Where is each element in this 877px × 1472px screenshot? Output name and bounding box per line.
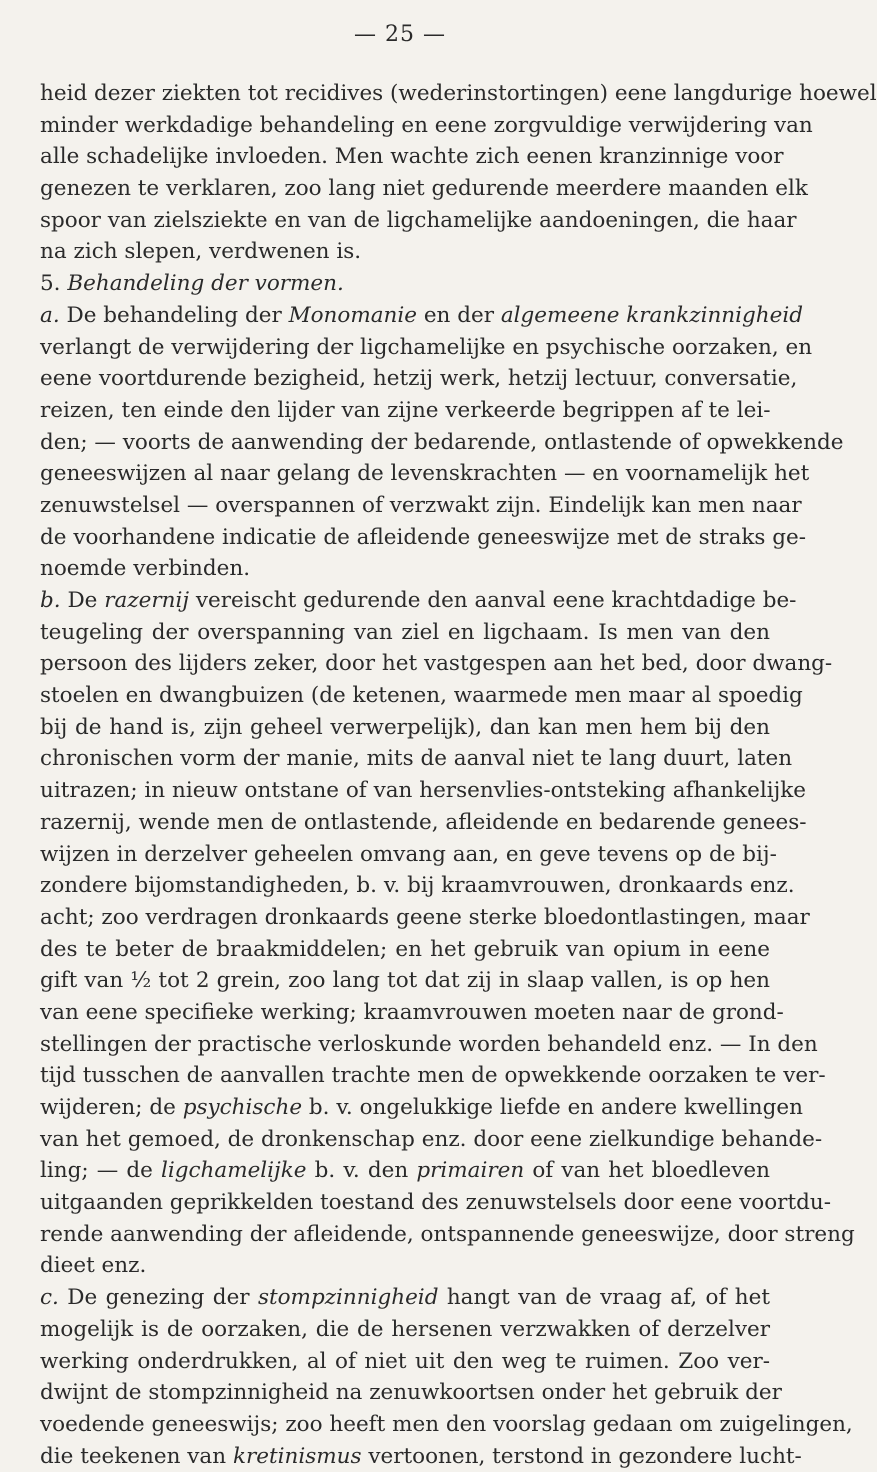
text-segment: uitgaanden geprikkelden toestand des zenuwstelsels door eene voortdu- (40, 1190, 831, 1216)
text-line (40, 458, 810, 490)
italic-text: razernij (104, 588, 190, 613)
text-segment: van het gemoed, de dronkenschap enz. door eene zielkundige behande- (40, 1126, 823, 1152)
text-segment: de voorhandene indicatie de afleidende geneeswijze met de straks ge- (40, 524, 807, 550)
text-line (40, 1092, 803, 1124)
text-line (40, 553, 770, 585)
text-line (40, 522, 807, 554)
text-segment: zondere bijomstandigheden, b. v. bij kraamvrouwen, dronkaards enz. (40, 873, 795, 899)
text-segment: acht; zoo verdragen dronkaards geene sterke bloedontlastingen, maar (40, 904, 810, 930)
italic-text: b. (40, 588, 61, 613)
text-segment: gift van ½ tot 2 grein, zoo lang tot dat zij in slaap vallen, is op hen (40, 968, 770, 994)
text-line (40, 807, 807, 839)
text-line (40, 680, 803, 712)
text-line (40, 1282, 770, 1314)
text-line (40, 1060, 826, 1092)
text-line (40, 1124, 823, 1156)
text-segment: zenuwstelsel — overspannen of verzwakt zijn. Eindelijk kan men naar (40, 492, 802, 518)
text-segment: mogelijk is de oorzaken, die de hersenen verzwakken of derzelver (40, 1316, 770, 1342)
text-segment: b. v. den (306, 1158, 417, 1184)
text-segment: stellingen der practische verloskunde worden behandeld enz. — In den (40, 1031, 818, 1057)
text-line (40, 743, 793, 775)
text-segment: den; — voorts de aanwending der bedarende, ontlastende of opwekkende (40, 429, 844, 455)
text-segment: werking onderdrukken, al of niet uit den weg te ruimen. Zoo ver- (40, 1348, 770, 1374)
italic-text: primairen (416, 1158, 525, 1184)
text-segment: uitrazen; in nieuw ontstane of van hersenvlies-ontsteking afhankelijke (40, 778, 806, 804)
text-line (40, 300, 803, 332)
text-segment: genezen te verklaren, zoo lang niet gedurende meerdere maanden elk (40, 176, 808, 202)
text-segment: stoelen en dwangbuizen (de ketenen, waarmede men maar al spoedig (40, 683, 803, 709)
italic-text: stompzinnigheid (257, 1285, 439, 1311)
text-segment: geneeswijzen al naar gelang de levenskrachten — en voornamelijk het (40, 461, 810, 487)
text-segment: die teekenen van (40, 1443, 233, 1469)
text-line (40, 363, 798, 395)
text-segment: rende aanwending der afleidende, ontspannende geneeswijze, door streng (40, 1221, 855, 1247)
text-segment: 5. (40, 271, 68, 297)
text-segment: tijd tusschen de aanvallen trachte men de opwekkende oorzaken te ver- (40, 1063, 826, 1089)
text-segment: vertoonen, terstond in gezondere lucht- (361, 1443, 802, 1469)
text-line (40, 173, 808, 205)
text-line (40, 902, 810, 934)
text-segment: alle schadelijke invloeden. Men wachte zich eenen kranzinnige voor (40, 144, 784, 170)
text-segment: eene voortdurende bezigheid, hetzij werk, hetzij lectuur, conversatie, (40, 366, 798, 392)
text-line (40, 395, 770, 427)
text-line (40, 870, 795, 902)
text-line (40, 1219, 855, 1251)
text-line (40, 1155, 770, 1187)
text-segment: heid dezer ziekten tot recidives (wederinstortingen) eene langdurige hoewel (40, 81, 877, 106)
text-line (40, 268, 770, 300)
text-line (40, 1409, 853, 1441)
text-line (40, 997, 784, 1029)
text-segment: De (60, 588, 105, 613)
text-segment: De behandeling der (59, 302, 289, 328)
text-line (40, 1029, 818, 1061)
text-segment: en der (416, 302, 501, 328)
text-line (40, 712, 770, 744)
text-line (40, 839, 777, 871)
text-segment: noemde verbinden. (40, 556, 251, 582)
text-line (40, 617, 770, 649)
italic-text: c. (40, 1285, 59, 1311)
text-line (40, 1441, 802, 1472)
text-segment: wijderen; de (40, 1095, 183, 1120)
text-segment: persoon des lijders zeker, door het vastgespen aan het bed, door dwang- (40, 651, 833, 677)
text-line (40, 934, 770, 966)
text-segment: dwijnt de stompzinnigheid na zenuwkoortsen onder het gebruik der (40, 1380, 782, 1406)
italic-text: psychische (182, 1095, 303, 1120)
text-segment: voedende geneeswijs; zoo heeft men den voorslag gedaan om zuigelingen, (40, 1411, 853, 1437)
text-segment: of van het bloedleven (524, 1158, 770, 1184)
text-segment: na zich slepen, verdwenen is. (40, 239, 362, 265)
text-line (40, 648, 833, 680)
italic-text: kretinismus (232, 1443, 362, 1469)
text-line (40, 1250, 770, 1282)
text-line (40, 110, 813, 142)
text-segment: hangt van de vraag af, of het (438, 1285, 770, 1311)
text-segment: teugeling der overspanning van ziel en ligchaam. Is men van den (40, 619, 770, 645)
text-segment: dieet enz. (40, 1253, 147, 1279)
text-line (40, 205, 797, 237)
text-segment: razernij, wende men de ontlastende, afleidende en bedarende genees- (40, 809, 807, 835)
text-segment: van eene specifieke werking; kraamvrouwen moeten naar de grond- (40, 999, 784, 1025)
page-number: — 25 — (354, 22, 446, 47)
text-line (40, 585, 797, 617)
italic-text: Monomanie (288, 302, 417, 328)
text-segment: reizen, ten einde den lijder van zijne verkeerde begrippen af te lei- (40, 397, 771, 423)
text-segment: verlangt de verwijdering der ligchamelijke en psychische oorzaken, en (40, 334, 813, 360)
text-line (40, 1346, 770, 1378)
text-segment: wijzen in derzelver geheelen omvang aan, en geve tevens op de bij- (40, 841, 777, 867)
body-text (40, 78, 877, 1472)
text-segment: De genezing der (58, 1285, 258, 1311)
text-line (40, 1314, 770, 1346)
text-line (40, 775, 806, 807)
text-line (40, 1377, 782, 1409)
text-line (40, 236, 770, 268)
text-segment: ling; — de (40, 1158, 161, 1184)
italic-text: Behandeling der vormen. (67, 271, 344, 297)
text-segment: minder werkdadige behandeling en eene zorgvuldige verwijdering van (40, 112, 813, 138)
text-segment: bij de hand is, zijn geheel verwerpelijk), dan kan men hem bij den (40, 714, 770, 740)
text-line (40, 141, 784, 173)
italic-text: a. (40, 302, 60, 328)
italic-text: ligchamelijke (160, 1158, 307, 1184)
italic-text: algemeene krankzinnigheid (500, 302, 803, 328)
text-line (40, 490, 802, 522)
text-line (40, 78, 877, 110)
text-line (40, 427, 844, 459)
text-segment: chronischen vorm der manie, mits de aanval niet te lang duurt, laten (40, 746, 793, 772)
text-segment: b. v. ongelukkige liefde en andere kwellingen (302, 1095, 803, 1120)
text-segment: vereischt gedurende den aanval eene krachtdadige be- (189, 588, 797, 613)
text-line (40, 332, 813, 364)
text-segment: des te beter de braakmiddelen; en het gebruik van opium in eene (40, 936, 770, 962)
text-line (40, 965, 770, 997)
text-segment: spoor van zielsziekte en van de ligchamelijke aandoeningen, die haar (40, 207, 797, 233)
text-line (40, 1187, 831, 1219)
